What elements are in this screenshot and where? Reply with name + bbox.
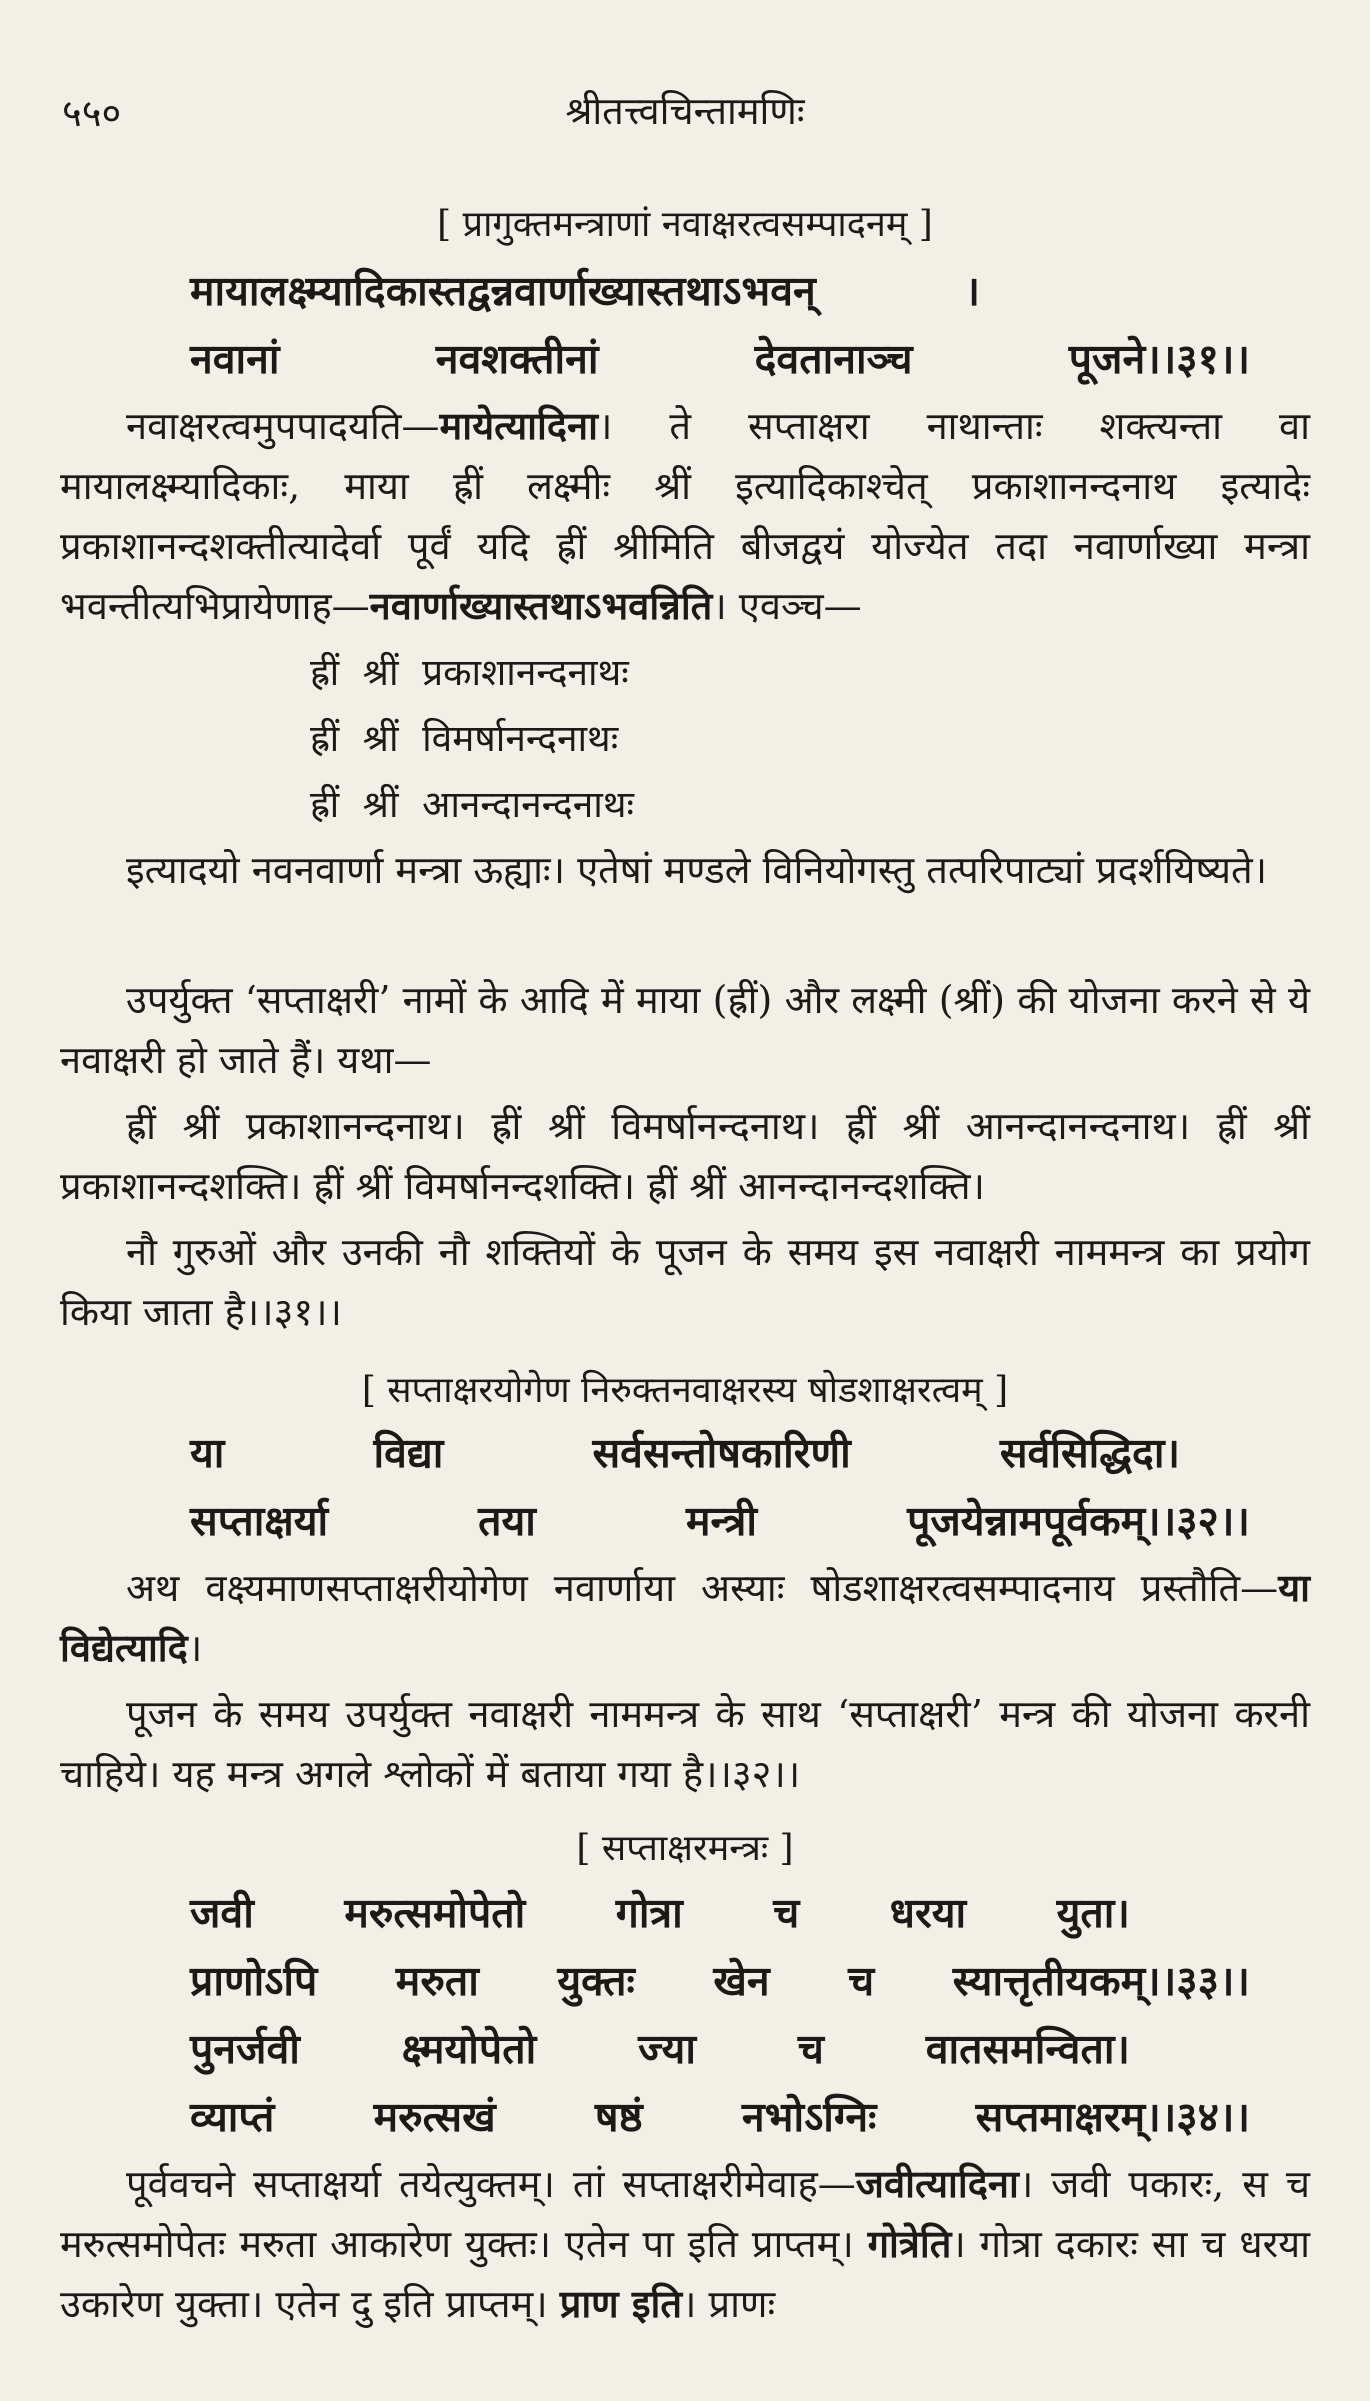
verse-32-line-2 xyxy=(60,1492,1310,1548)
bija-shrim: श्रीं xyxy=(362,717,399,760)
verse-word: च xyxy=(773,1889,800,1937)
verse-word: नभोऽग्निः xyxy=(741,2093,877,2141)
verse-word: जवी xyxy=(190,1889,254,1937)
commentary-text: । जवी पकारः, स च मरुत्समोपेतः मरुता आकारेण युक्तः। एतेन पा इति प्राप्तम्। xyxy=(60,2162,1310,2266)
verse-word: क्ष्मयोपेतो xyxy=(401,2025,537,2073)
commentary-bold: जवीत्यादिना xyxy=(855,2161,1019,2206)
verse-word: व्याप्तं xyxy=(190,2093,275,2141)
bija-hrim: ह्रीं xyxy=(310,717,340,760)
section-heading-1: [ प्रागुक्तमन्त्राणां नवाक्षरत्वसम्पादनम् ] xyxy=(437,204,933,245)
verse-word: पूजने।।३१।। xyxy=(1068,335,1250,383)
verse-word: मरुता xyxy=(395,1957,479,2005)
commentary-paragraph-32 xyxy=(60,1558,1310,1678)
hindi-paragraph-2: ह्रीं श्रीं प्रकाशानन्दनाथ। ह्रीं श्रीं विमर्षानन्दनाथ। ह्रीं श्रीं आनन्दानन्दनाथ। ह्रीं श्रीं प्रकाशानन्दशक्ति। ह्रीं श्रीं विमर्षानन्दशक्ति। ह्रीं श्रीं आनन्दानन्दशक्ति। xyxy=(60,1104,1310,1208)
commentary-bold: प्राण इति xyxy=(559,2281,683,2326)
commentary-text: पूर्ववचने सप्ताक्षर्या तयेत्युक्तम्। तां सप्ताक्षरीमेवाह— xyxy=(126,2162,856,2206)
verse-word: विद्या xyxy=(373,1429,444,1477)
verse-word: नवानां xyxy=(190,335,280,383)
commentary-text: । प्राणः xyxy=(682,2282,776,2326)
bija-shrim: श्रीं xyxy=(362,651,399,694)
bija-shrim: श्रीं xyxy=(362,783,399,826)
commentary-bold: मायेत्यादिना xyxy=(439,403,598,448)
bija-hrim: ह्रीं xyxy=(310,783,340,826)
verse-word: च xyxy=(797,2025,824,2073)
hindi-paragraph-4: पूजन के समय उपर्युक्त नवाक्षरी नाममन्त्र के साथ ‘सप्ताक्षरी’ मन्त्र की योजना करनी चाहिये। यह मन्त्र अगले श्लोकों में बताया गया है।।३२।। xyxy=(60,1692,1310,1796)
commentary-bold: या विद्येत्यादि xyxy=(60,1565,1310,1670)
verse-word: सप्तमाक्षरम्।।३४।। xyxy=(975,2093,1250,2141)
bija-name: प्रकाशानन्दनाथः xyxy=(422,651,629,694)
verse-word: युता। xyxy=(1056,1889,1130,1937)
verse-word: सर्वसन्तोषकारिणी xyxy=(592,1429,851,1477)
sanskrit-paragraph: इत्यादयो नवनवार्णा मन्त्रा ऊह्याः। एतेषां मण्डले विनियोगस्तु तत्परिपाट्यां प्रदर्शयिष्यते। xyxy=(126,848,1268,892)
verse-word: प्राणोऽपि xyxy=(190,1957,318,2005)
running-title: श्रीतत्त्वचिन्तामणिः xyxy=(565,89,805,133)
bija-line xyxy=(310,772,1310,838)
hindi-paragraph-1: उपर्युक्त ‘सप्ताक्षरी’ नामों के आदि में माया (ह्रीं) और लक्ष्मी (श्रीं) की योजना करने से ये नवाक्षरी हो जाते हैं। यथा— xyxy=(60,978,1310,1082)
verse-34-line-1 xyxy=(60,2020,1310,2076)
verse-34-line-2 xyxy=(60,2088,1310,2144)
verse-word: मायालक्ष्म्यादिकास्तद्वन्नवार्णाख्यास्तथाऽभवन् xyxy=(190,267,816,315)
hindi-paragraph-3: नौ गुरुओं और उनकी नौ शक्तियों के पूजन के समय इस नवाक्षरी नाममन्त्र का प्रयोग किया जाता है।।३१।। xyxy=(60,1230,1310,1334)
bija-name: आनन्दानन्दनाथः xyxy=(422,783,634,826)
commentary-text: । xyxy=(187,1626,203,1670)
verse-word: या xyxy=(190,1429,225,1477)
verse-word: षष्ठं xyxy=(594,2093,643,2141)
commentary-text: अथ वक्ष्यमाणसप्ताक्षरीयोगेण नवार्णाया अस्याः षोडशाक्षरत्वसम्पादनाय प्रस्तौति— xyxy=(126,1566,1279,1610)
verse-word: सप्ताक्षर्या xyxy=(190,1497,329,1545)
commentary-paragraph-31 xyxy=(60,396,1310,636)
section-heading-3: [ सप्ताक्षरमन्त्रः ] xyxy=(576,1828,794,1869)
verse-33-line-1 xyxy=(60,1884,1310,1940)
verse-word: ज्या xyxy=(638,2025,696,2073)
commentary-text: । गोत्रा दकारः सा च धरया उकारेण युक्ता। एतेन दु इति प्राप्तम्। xyxy=(60,2222,1311,2326)
verse-word: गोत्रा xyxy=(615,1889,683,1937)
commentary-bold: गोत्रेति xyxy=(867,2221,952,2266)
verse-word: मन्त्री xyxy=(685,1497,758,1545)
bija-line xyxy=(310,706,1310,772)
bija-hrim: ह्रीं xyxy=(310,651,340,694)
verse-word: मरुत्सखं xyxy=(373,2093,496,2141)
verse-word: वातसमन्विता। xyxy=(925,2025,1130,2073)
verse-word: स्यात्तृतीयकम्।।३३।। xyxy=(952,1957,1250,2005)
verse-word: नवशक्तीनां xyxy=(435,335,599,383)
commentary-text: । ते सप्ताक्षरा नाथान्ताः शक्त्यन्ता वा मायालक्ष्म्यादिकाः, माया ह्रीं लक्ष्मीः श्रीं इत्यादिकाश्चेत् प्रकाशानन्दनाथ इत्यादेः प्रकाशानन्दशक्तीत्यादेर्वा पूर्वं यदि ह्रीं श्रीमिति बीजद्वयं योज्येत तदा नवार्णाख्या मन्त्रा भवन्तीत्यभिप्रायेणाह— xyxy=(60,404,1310,628)
verse-33-line-2 xyxy=(60,1952,1310,2008)
bija-mantra-list xyxy=(60,640,1310,838)
commentary-text: नवाक्षरत्वमुपपादयति— xyxy=(126,404,440,448)
bija-name: विमर्षानन्दनाथः xyxy=(422,717,619,760)
verse-word: धरया xyxy=(889,1889,967,1937)
verse-word: तया xyxy=(478,1497,536,1545)
commentary-text: । एवञ्च— xyxy=(712,584,862,628)
verse-word: खेन xyxy=(713,1957,770,2005)
verse-word: मरुत्समोपेतो xyxy=(344,1889,526,1937)
verse-word: देवतानाञ्च xyxy=(754,335,913,383)
section-heading-2: [ सप्ताक्षरयोगेण निरुक्तनवाक्षरस्य षोडशाक्षरत्वम् ] xyxy=(361,1370,1009,1411)
verse-word: सर्वसिद्धिदा। xyxy=(999,1429,1180,1477)
commentary-bold: नवार्णाख्यास्तथाऽभवन्निति xyxy=(369,583,713,628)
bija-line xyxy=(310,640,1310,706)
verse-word: पुनर्जवी xyxy=(190,2025,300,2073)
page-number: ५५० xyxy=(62,91,122,135)
verse-31-line-2 xyxy=(60,330,1310,386)
verse-31-line-1 xyxy=(60,262,1310,318)
verse-word: युक्तः xyxy=(557,1957,635,2005)
verse-word: पूजयेन्नामपूर्वकम्।।३२।। xyxy=(907,1497,1250,1545)
verse-word: । xyxy=(964,267,980,315)
commentary-paragraph-33 xyxy=(60,2154,1310,2334)
verse-32-line-1 xyxy=(60,1424,1310,1480)
verse-word: च xyxy=(848,1957,875,2005)
